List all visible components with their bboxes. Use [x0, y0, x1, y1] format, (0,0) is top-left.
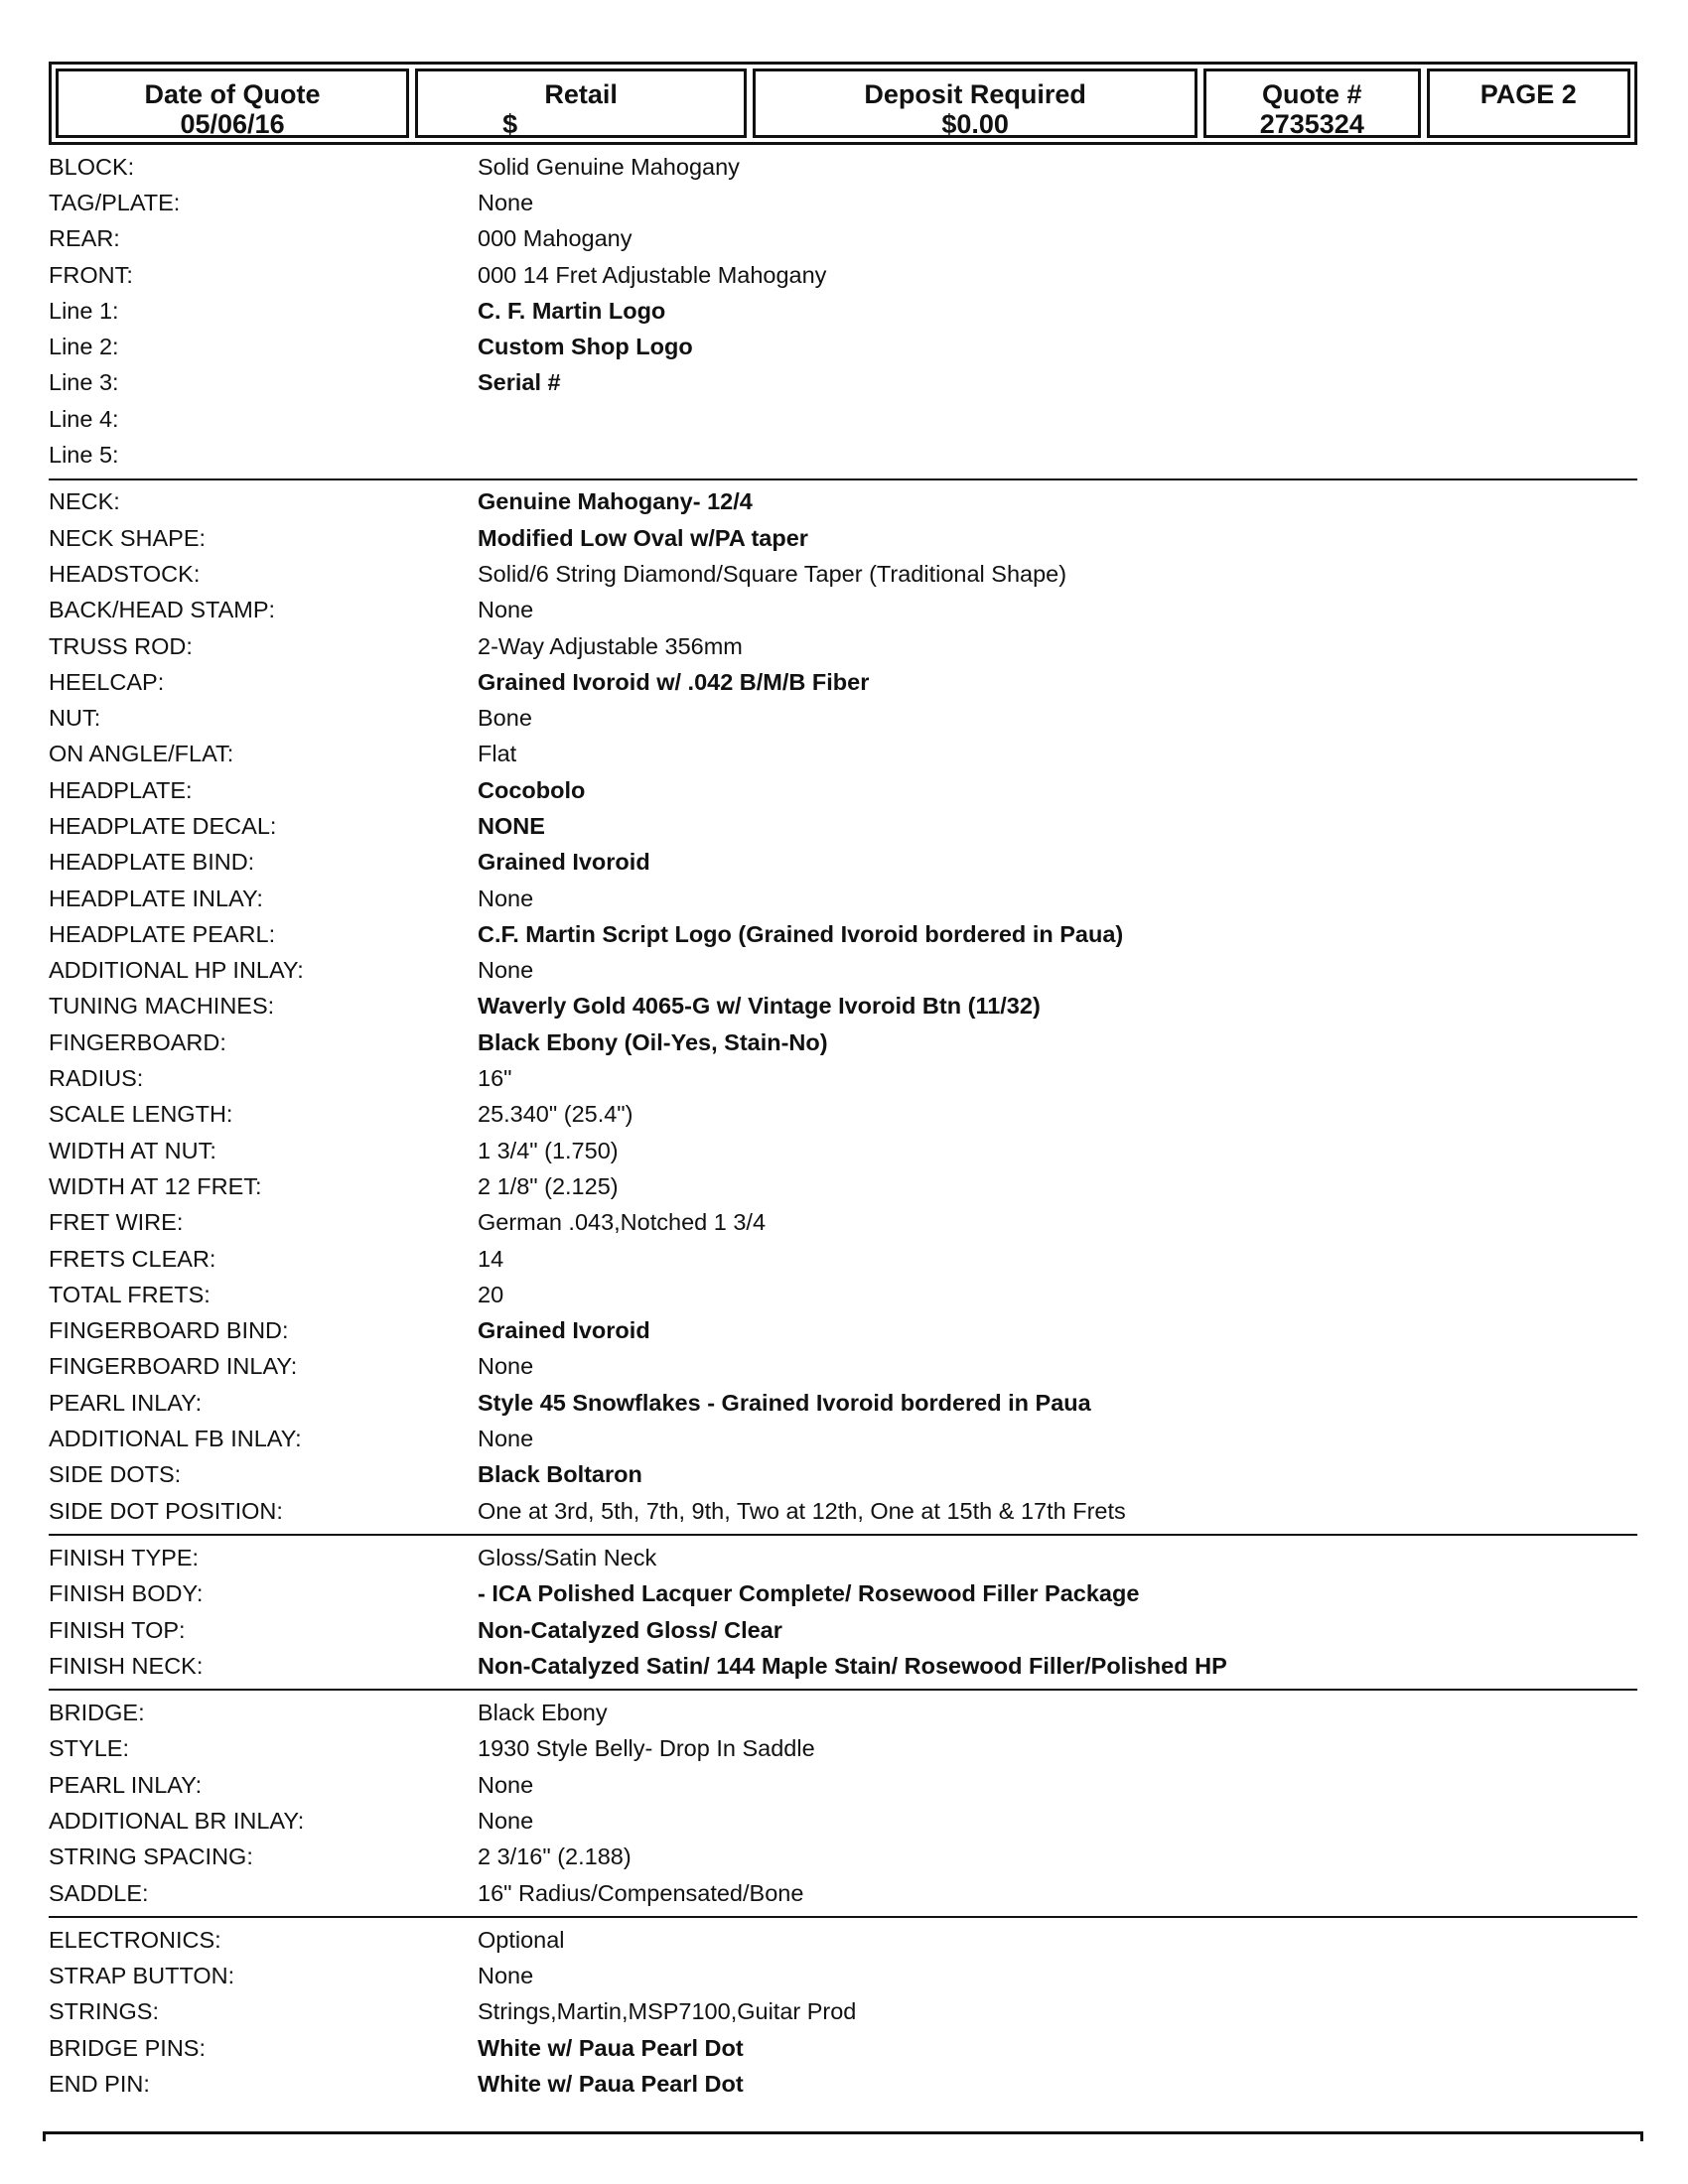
retail-value: $	[502, 109, 518, 139]
spec-value: None	[478, 1963, 534, 1989]
spec-row	[49, 149, 1637, 185]
spec-row	[49, 1731, 1637, 1767]
quote-number-label: Quote #	[1262, 79, 1362, 109]
spec-label: FRONT:	[49, 261, 133, 288]
spec-value: Non-Catalyzed Gloss/ Clear	[478, 1616, 782, 1643]
spec-row	[49, 1540, 1637, 1575]
spec-value: - ICA Polished Lacquer Complete/ Rosewood Filler Package	[478, 1580, 1140, 1607]
spec-label: HEADPLATE BIND:	[49, 849, 255, 876]
spec-label: ADDITIONAL BR INLAY:	[49, 1808, 305, 1834]
spec-row	[49, 989, 1637, 1024]
quote-number-value: 2735324	[1259, 109, 1364, 139]
spec-value: Cocobolo	[478, 776, 586, 803]
spec-label: SIDE DOTS:	[49, 1461, 182, 1488]
spec-label: TUNING MACHINES:	[49, 993, 275, 1020]
date-of-quote-value: 05/06/16	[180, 109, 285, 139]
spec-value: None	[478, 957, 534, 984]
spec-value: Flat	[478, 741, 517, 767]
spec-label: SIDE DOT POSITION:	[49, 1497, 283, 1524]
spec-value: None	[478, 1808, 534, 1834]
spec-value: Grained Ivoroid	[478, 849, 650, 876]
spec-label: FINGERBOARD INLAY:	[49, 1353, 298, 1380]
retail-label: Retail	[544, 79, 618, 109]
footer-rule	[43, 2131, 1643, 2134]
spec-label: ADDITIONAL HP INLAY:	[49, 957, 304, 984]
quote-number-cell	[1203, 68, 1420, 138]
spec-row	[49, 953, 1637, 989]
spec-label: FINISH TOP:	[49, 1616, 186, 1643]
spec-row	[49, 1767, 1637, 1803]
spec-value: NONE	[478, 812, 545, 839]
spec-label: WIDTH AT NUT:	[49, 1137, 216, 1163]
spec-row	[49, 1695, 1637, 1730]
spec-label: Line 1:	[49, 297, 119, 324]
spec-row	[49, 1205, 1637, 1241]
spec-row	[49, 1241, 1637, 1277]
spec-value: 25.340" (25.4")	[478, 1101, 633, 1128]
spec-row	[49, 593, 1637, 628]
spec-label: RADIUS:	[49, 1065, 144, 1092]
spec-label: ELECTRONICS:	[49, 1926, 221, 1953]
spec-row	[49, 1277, 1637, 1312]
spec-label: BRIDGE PINS:	[49, 2034, 207, 2061]
spec-value: 14	[478, 1245, 504, 1272]
spec-row	[49, 329, 1637, 364]
spec-section	[49, 1918, 1637, 2107]
spec-row	[49, 737, 1637, 772]
spec-value: Non-Catalyzed Satin/ 144 Maple Stain/ Rosewood Filler/Polished HP	[478, 1652, 1227, 1679]
spec-row	[49, 664, 1637, 700]
spec-value: White w/ Paua Pearl Dot	[478, 2034, 744, 2061]
spec-row	[49, 1922, 1637, 1958]
date-of-quote-label: Date of Quote	[144, 79, 321, 109]
spec-label: BRIDGE:	[49, 1700, 145, 1726]
spec-row	[49, 1576, 1637, 1612]
spec-label: PEARL INLAY:	[49, 1389, 203, 1416]
spec-label: HEADPLATE INLAY:	[49, 885, 263, 911]
spec-value: Serial #	[478, 369, 561, 396]
spec-label: END PIN:	[49, 2071, 150, 2098]
spec-row	[49, 1457, 1637, 1493]
spec-value: Strings,Martin,MSP7100,Guitar Prod	[478, 1998, 857, 2025]
spec-label: NUT:	[49, 705, 101, 732]
spec-label: STRING SPACING:	[49, 1843, 253, 1870]
spec-value: Solid Genuine Mahogany	[478, 153, 740, 180]
spec-value: C.F. Martin Script Logo (Grained Ivoroid bordered in Paua)	[478, 920, 1124, 947]
spec-row	[49, 365, 1637, 401]
spec-row	[49, 1803, 1637, 1839]
spec-row	[49, 1493, 1637, 1529]
spec-value: One at 3rd, 5th, 7th, 9th, Two at 12th, One at 15th & 17th Frets	[478, 1497, 1126, 1524]
spec-label: TRUSS ROD:	[49, 632, 193, 659]
spec-value: Solid/6 String Diamond/Square Taper (Traditional Shape)	[478, 560, 1067, 587]
page-number-cell	[1427, 68, 1630, 138]
spec-value: 000 14 Fret Adjustable Mahogany	[478, 261, 827, 288]
spec-row	[49, 1313, 1637, 1349]
spec-value: 16"	[478, 1065, 512, 1092]
spec-row	[49, 700, 1637, 736]
spec-value: None	[478, 189, 534, 215]
spec-label: FINISH BODY:	[49, 1580, 204, 1607]
spec-label: NECK SHAPE:	[49, 524, 207, 551]
spec-label: TAG/PLATE:	[49, 189, 181, 215]
spec-label: Line 4:	[49, 405, 119, 432]
spec-row	[49, 1994, 1637, 2030]
spec-value: 20	[478, 1281, 504, 1307]
spec-row	[49, 401, 1637, 437]
spec-label: PEARL INLAY:	[49, 1771, 203, 1798]
spec-value: Grained Ivoroid w/ .042 B/M/B Fiber	[478, 668, 870, 695]
spec-label: Line 2:	[49, 334, 119, 360]
spec-row	[49, 484, 1637, 520]
spec-value: Style 45 Snowflakes - Grained Ivoroid bordered in Paua	[478, 1389, 1091, 1416]
spec-value: 2 3/16" (2.188)	[478, 1843, 632, 1870]
spec-value: None	[478, 1771, 534, 1798]
spec-label: Line 5:	[49, 442, 119, 469]
spec-value: Black Boltaron	[478, 1461, 642, 1488]
spec-value: 2-Way Adjustable 356mm	[478, 632, 743, 659]
spec-label: HEADSTOCK:	[49, 560, 201, 587]
spec-label: BACK/HEAD STAMP:	[49, 597, 276, 623]
spec-label: FINGERBOARD:	[49, 1028, 226, 1055]
spec-label: HEADPLATE:	[49, 776, 193, 803]
spec-value: Genuine Mahogany- 12/4	[478, 488, 753, 515]
spec-row	[49, 1168, 1637, 1204]
spec-section	[49, 1536, 1637, 1691]
spec-label: ON ANGLE/FLAT:	[49, 741, 234, 767]
spec-row	[49, 1024, 1637, 1060]
spec-row	[49, 1648, 1637, 1684]
spec-value: None	[478, 1353, 534, 1380]
spec-row	[49, 2066, 1637, 2102]
spec-label: SCALE LENGTH:	[49, 1101, 233, 1128]
spec-row	[49, 1097, 1637, 1133]
deposit-value: $0.00	[941, 109, 1009, 139]
spec-sections	[49, 145, 1637, 2108]
spec-label: FINISH NECK:	[49, 1652, 204, 1679]
spec-value: Black Ebony	[478, 1700, 608, 1726]
date-of-quote-cell	[56, 68, 409, 138]
spec-value: Custom Shop Logo	[478, 334, 693, 360]
spec-value: Waverly Gold 4065-G w/ Vintage Ivoroid Btn (11/32)	[478, 993, 1041, 1020]
spec-label: STRINGS:	[49, 1998, 159, 2025]
spec-label: STRAP BUTTON:	[49, 1963, 235, 1989]
spec-row	[49, 2030, 1637, 2066]
spec-label: BLOCK:	[49, 153, 135, 180]
spec-row	[49, 772, 1637, 808]
spec-row	[49, 1612, 1637, 1648]
deposit-cell	[753, 68, 1197, 138]
spec-value: Black Ebony (Oil-Yes, Stain-No)	[478, 1028, 828, 1055]
spec-value: German .043,Notched 1 3/4	[478, 1209, 767, 1236]
spec-value: Bone	[478, 705, 532, 732]
spec-row	[49, 520, 1637, 556]
spec-row	[49, 1421, 1637, 1456]
spec-label: NECK:	[49, 488, 120, 515]
spec-value: Grained Ivoroid	[478, 1317, 650, 1344]
spec-label: HEADPLATE DECAL:	[49, 812, 277, 839]
spec-value: None	[478, 1426, 534, 1452]
spec-row	[49, 1959, 1637, 1994]
spec-label: HEELCAP:	[49, 668, 165, 695]
spec-value: 000 Mahogany	[478, 225, 633, 252]
spec-label: FRET WIRE:	[49, 1209, 184, 1236]
spec-section	[49, 480, 1637, 1537]
spec-row	[49, 437, 1637, 473]
spec-value: 16" Radius/Compensated/Bone	[478, 1879, 804, 1906]
spec-value: White w/ Paua Pearl Dot	[478, 2071, 744, 2098]
spec-row	[49, 916, 1637, 952]
page-number-label: PAGE 2	[1479, 79, 1577, 109]
spec-label: ADDITIONAL FB INLAY:	[49, 1426, 302, 1452]
spec-row	[49, 185, 1637, 220]
spec-row	[49, 221, 1637, 257]
spec-section	[49, 145, 1637, 480]
spec-row	[49, 257, 1637, 293]
spec-value: None	[478, 597, 534, 623]
quote-header	[49, 62, 1637, 145]
spec-value: Modified Low Oval w/PA taper	[478, 524, 808, 551]
spec-row	[49, 628, 1637, 664]
spec-label: FINISH TYPE:	[49, 1544, 200, 1570]
spec-row	[49, 1840, 1637, 1875]
spec-label: HEADPLATE PEARL:	[49, 920, 276, 947]
spec-label: FINGERBOARD BIND:	[49, 1317, 289, 1344]
spec-row	[49, 845, 1637, 881]
deposit-label: Deposit Required	[864, 79, 1086, 109]
spec-label: REAR:	[49, 225, 120, 252]
spec-value: C. F. Martin Logo	[478, 297, 666, 324]
spec-label: STYLE:	[49, 1735, 129, 1762]
spec-value: Gloss/Satin Neck	[478, 1544, 657, 1570]
spec-label: SADDLE:	[49, 1879, 149, 1906]
spec-value: None	[478, 885, 534, 911]
spec-value: 2 1/8" (2.125)	[478, 1172, 619, 1199]
spec-value: Optional	[478, 1926, 565, 1953]
spec-row	[49, 808, 1637, 844]
spec-label: Line 3:	[49, 369, 119, 396]
retail-cell	[415, 68, 747, 138]
spec-row	[49, 1133, 1637, 1168]
spec-row	[49, 1875, 1637, 1911]
spec-label: TOTAL FRETS:	[49, 1281, 211, 1307]
quote-page	[49, 62, 1637, 2108]
spec-row	[49, 293, 1637, 329]
spec-row	[49, 1060, 1637, 1096]
spec-row	[49, 1349, 1637, 1385]
spec-value: 1930 Style Belly- Drop In Saddle	[478, 1735, 815, 1762]
spec-row	[49, 881, 1637, 916]
spec-label: FRETS CLEAR:	[49, 1245, 216, 1272]
spec-section	[49, 1691, 1637, 1918]
spec-row	[49, 1385, 1637, 1421]
spec-label: WIDTH AT 12 FRET:	[49, 1172, 262, 1199]
spec-row	[49, 556, 1637, 592]
spec-value: 1 3/4" (1.750)	[478, 1137, 619, 1163]
